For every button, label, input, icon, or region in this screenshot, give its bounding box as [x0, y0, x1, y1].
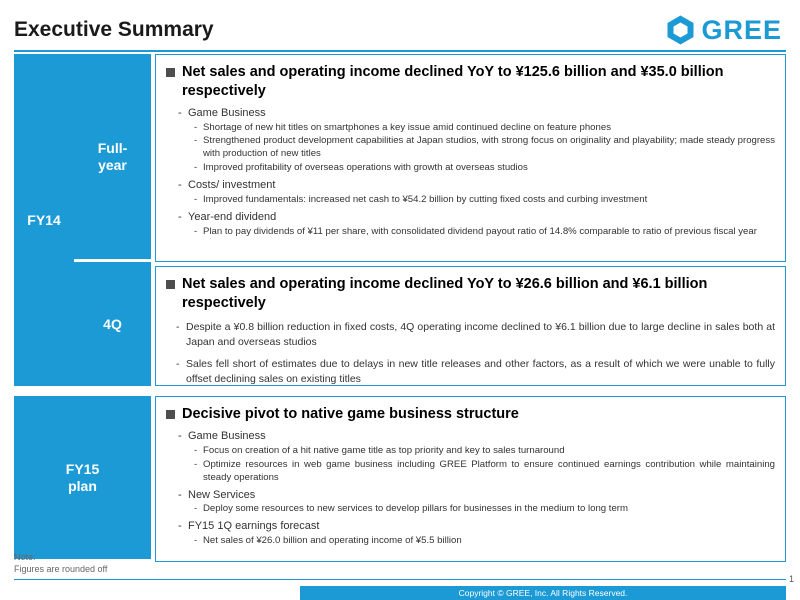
footnote [14, 551, 107, 575]
group-label-game-business [178, 106, 775, 121]
group-label-text: Costs/ investment [188, 179, 276, 192]
footer-divider [14, 579, 786, 580]
list-item-text: Improved profitability of overseas operations with growth at overseas studios [203, 162, 528, 174]
dash-icon: - [176, 320, 180, 333]
period-label-fy14: FY14 [14, 54, 74, 386]
list-item-text: Strengthened product development capabilities at Japan studios, with strong focus on originality and playability; made steady progress with production of new titles [203, 135, 775, 160]
group-label-year-end-dividend [178, 210, 775, 225]
gree-logo [667, 15, 782, 45]
square-bullet-icon [166, 410, 175, 419]
phase-label-4q: 4Q [74, 262, 151, 386]
page-title: Executive Summary [14, 18, 214, 41]
list-item [194, 445, 775, 458]
phase-label-fy15-plan: FY15 plan [14, 396, 151, 562]
content-fy14-4q [155, 266, 786, 386]
slide-header [0, 14, 800, 54]
page-number: 1 [788, 574, 794, 584]
header-divider [14, 50, 786, 52]
group-label-text: Year-end dividend [188, 211, 277, 224]
dash-icon: - [194, 503, 198, 515]
list-item [194, 535, 775, 548]
logo-text: GREE [701, 14, 782, 45]
content-fy14-full-year [155, 54, 786, 262]
copyright-bar: Copyright © GREE, Inc. All Rights Reserved. [300, 586, 786, 600]
group-label-text: New Services [188, 488, 256, 501]
list-item [194, 194, 775, 207]
dash-icon: - [194, 194, 198, 206]
fy14-rows [74, 54, 786, 386]
group-label-text: FY15 1Q earnings forecast [188, 520, 320, 533]
dash-icon: - [178, 211, 182, 224]
dash-icon: - [176, 358, 180, 371]
phase-label-full-year: Full- year [74, 54, 151, 262]
group-label-new-services [178, 488, 775, 503]
group-label-costs-investment [178, 178, 775, 193]
group-label-game-business [178, 429, 775, 444]
footnote-text: Figures are rounded off [14, 563, 108, 574]
dash-icon: - [178, 106, 182, 119]
dash-icon: - [194, 225, 198, 237]
list-item-text: Sales fell short of estimates due to delays in new title releases and other factors, as a result of which we were unable to fully offset declining sales on existing titles [186, 358, 775, 386]
dash-icon: - [194, 162, 198, 174]
hexagon-logo-icon [667, 15, 694, 45]
list-item [194, 503, 775, 516]
dash-icon: - [194, 535, 198, 547]
list-item [176, 357, 775, 387]
dash-icon: - [178, 488, 182, 501]
list-item-text: Optimize resources in web game business including GREE Platform to ensure continued earnings contribution while maintaining steady operations [203, 458, 775, 483]
dash-icon: - [194, 458, 198, 470]
group-label-text: Game Business [188, 429, 266, 442]
list-item-text: Shortage of new hit titles on smartphones a key issue amid continued decline on feature phones [203, 121, 611, 133]
heading-text: Decisive pivot to native game business structure [182, 406, 519, 422]
dash-icon: - [178, 429, 182, 442]
heading-fy14-full-year [166, 63, 775, 101]
list-item-text: Despite a ¥0.8 billion reduction in fixed costs, 4Q operating income declined to ¥6.1 billion due to large decline in sales both at Japan and overseas studios [186, 320, 775, 348]
content-fy15-plan [155, 396, 786, 562]
list-item [176, 320, 775, 350]
list-item-text: Net sales of ¥26.0 billion and operating income of ¥5.5 billion [203, 535, 462, 547]
list-item [194, 135, 775, 161]
section-fy15 [14, 396, 786, 562]
list-item [194, 226, 775, 239]
dash-icon: - [194, 135, 198, 147]
square-bullet-icon [166, 68, 175, 77]
row-fy14-full-year [74, 54, 786, 262]
section-fy14 [14, 54, 786, 386]
heading-fy15-plan [166, 405, 775, 424]
dash-icon: - [178, 520, 182, 533]
list-item-text: Focus on creation of a hit native game title as top priority and key to sales turnaround [203, 444, 565, 456]
dash-icon: - [194, 121, 198, 133]
heading-text: Net sales and operating income declined YoY to ¥125.6 billion and ¥35.0 billion respectively [182, 64, 724, 99]
list-item [194, 459, 775, 485]
square-bullet-icon [166, 280, 175, 289]
dash-icon: - [194, 444, 198, 456]
heading-fy14-4q [166, 275, 775, 313]
group-label-text: Game Business [188, 106, 266, 119]
heading-text: Net sales and operating income declined YoY to ¥26.6 billion and ¥6.1 billion respectively [182, 276, 708, 311]
list-item [194, 162, 775, 175]
list-item-text: Deploy some resources to new services to develop pillars for businesses in the medium to long term [203, 503, 628, 515]
list-item [194, 122, 775, 135]
list-item-text: Plan to pay dividends of ¥11 per share, with consolidated dividend payout ratio of 14.8% comparable to ratio of previous fiscal year [203, 225, 757, 237]
list-item-text: Improved fundamentals: increased net cash to ¥54.2 billion by cutting fixed costs and curbing investment [203, 194, 648, 206]
footnote-label: Note: [14, 551, 36, 562]
row-fy14-4q [74, 262, 786, 386]
dash-icon: - [178, 179, 182, 192]
group-label-fy15-1q-forecast [178, 519, 775, 534]
